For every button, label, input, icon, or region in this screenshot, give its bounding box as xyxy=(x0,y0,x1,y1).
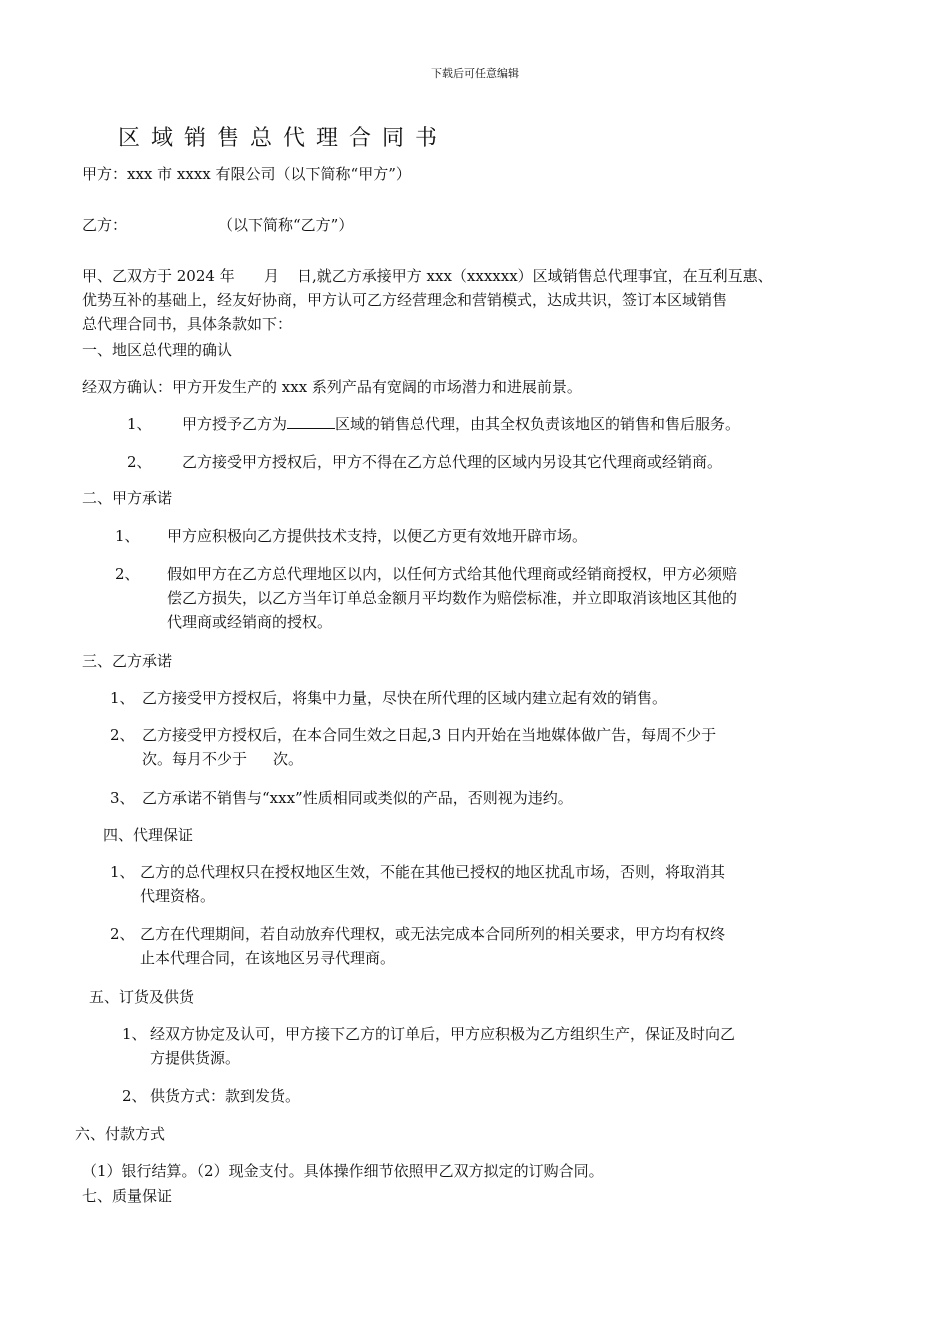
s1-item-2-number: 2、 xyxy=(127,453,152,471)
s3-item-1-number: 1、 xyxy=(110,689,135,707)
section-3-heading: 三、乙方承诺 xyxy=(82,652,173,670)
intro-line-2: 优势互补的基础上，经友好协商，甲方认可乙方经营理念和营销模式，达成共识，签订本区域销售 xyxy=(82,291,728,309)
section-1-lead: 经双方确认：甲方开发生产的 xxx 系列产品有宽阔的市场潜力和进展前景。 xyxy=(82,378,582,396)
s1-item-1-number: 1、 xyxy=(127,415,152,433)
section-6-body: （1）银行结算。（2）现金支付。具体操作细节依照甲乙双方拟定的订购合同。 xyxy=(82,1162,604,1180)
s5-item-1-number: 1、 xyxy=(122,1025,147,1043)
s4-item-1-line-2: 代理资格。 xyxy=(140,887,216,905)
s3-item-2-line-2a: 次。每月不少于 xyxy=(142,750,248,768)
section-1-heading: 一、地区总代理的确认 xyxy=(82,341,233,359)
s4-item-2-line-1: 乙方在代理期间，若自动放弃代理权，或无法完成本合同所列的相关要求，甲方均有权终 xyxy=(140,925,726,943)
s4-item-2-number: 2、 xyxy=(110,925,135,943)
section-4-heading: 四、代理保证 xyxy=(103,826,194,844)
s5-item-1-line-1: 经双方协定及认可，甲方接下乙方的订单后，甲方应积极为乙方组织生产，保证及时向乙 xyxy=(150,1025,736,1043)
region-blank xyxy=(287,414,335,429)
header-note: 下载后可任意编辑 xyxy=(431,67,519,80)
intro-line-3: 总代理合同书，具体条款如下： xyxy=(82,315,293,333)
s5-item-2-number: 2、 xyxy=(122,1087,147,1105)
party-b-note: （以下简称“乙方”） xyxy=(218,216,354,234)
party-a-line: 甲方：xxx 市 xxxx 有限公司（以下简称“甲方”） xyxy=(82,165,411,183)
s3-item-2-line-2b: 次。 xyxy=(273,750,304,768)
s4-item-1-number: 1、 xyxy=(110,863,135,881)
s3-item-2-line-1: 乙方接受甲方授权后，在本合同生效之日起,3 日内开始在当地媒体做广告，每周不少于 xyxy=(142,726,717,744)
s4-item-1-line-1: 乙方的总代理权只在授权地区生效，不能在其他已授权的地区扰乱市场，否则，将取消其 xyxy=(140,863,726,881)
s3-item-2-number: 2、 xyxy=(110,726,135,744)
s2-item-1-number: 1、 xyxy=(115,527,140,545)
s1-item-1-suffix: 区域的销售总代理，由其全权负责该地区的销售和售后服务。 xyxy=(335,415,741,433)
s5-item-1-line-2: 方提供货源。 xyxy=(150,1049,241,1067)
s4-item-2-line-2: 止本代理合同，在该地区另寻代理商。 xyxy=(140,949,396,967)
section-5-heading: 五、订货及供货 xyxy=(89,988,195,1006)
s3-item-3-text: 乙方承诺不销售与“xxx”性质相同或类似的产品，否则视为违约。 xyxy=(142,789,573,807)
intro-day-rest: 日,就乙方承接甲方 xxx（xxxxxx）区域销售总代理事宜，在互利互惠、 xyxy=(297,267,773,285)
s2-item-1-text: 甲方应积极向乙方提供技术支持，以便乙方更有效地开辟市场。 xyxy=(167,527,588,545)
s1-item-2-text: 乙方接受甲方授权后，甲方不得在乙方总代理的区域内另设其它代理商或经销商。 xyxy=(182,453,723,471)
s3-item-1-text: 乙方接受甲方授权后，将集中力量，尽快在所代理的区域内建立起有效的销售。 xyxy=(142,689,668,707)
party-b-label: 乙方： xyxy=(82,216,128,234)
section-6-heading: 六、付款方式 xyxy=(75,1125,166,1143)
s2-item-2-line-2: 偿乙方损失，以乙方当年订单总金额月平均数作为赔偿标准，并立即取消该地区其他的 xyxy=(167,589,738,607)
s5-item-2-text: 供货方式：款到发货。 xyxy=(150,1087,301,1105)
s2-item-2-number: 2、 xyxy=(115,565,140,583)
s1-item-1-text xyxy=(182,413,740,435)
s3-item-3-number: 3、 xyxy=(110,789,135,807)
s2-item-2-line-1: 假如甲方在乙方总代理地区以内，以任何方式给其他代理商或经销商授权，甲方必须赔 xyxy=(167,565,738,583)
document-title: 区域销售总代理合同书 xyxy=(118,126,449,151)
s1-item-1-prefix: 甲方授予乙方为 xyxy=(182,415,288,433)
section-7-heading: 七、质量保证 xyxy=(82,1187,173,1205)
intro-date-prefix: 甲、乙双方于 2024 年 xyxy=(82,267,235,285)
intro-month: 月 xyxy=(264,267,280,285)
s2-item-2-line-3: 代理商或经销商的授权。 xyxy=(167,613,333,631)
section-2-heading: 二、甲方承诺 xyxy=(82,489,173,507)
